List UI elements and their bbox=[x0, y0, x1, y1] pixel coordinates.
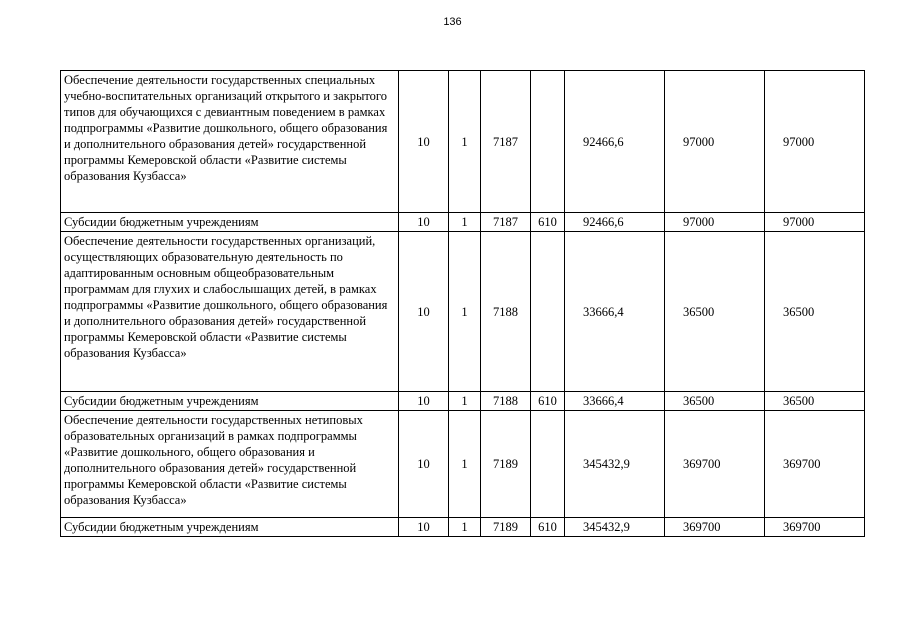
amount-year-3: 97000 bbox=[765, 213, 865, 232]
section-code: 10 bbox=[399, 411, 449, 518]
row-name: Обеспечение деятельности государственных нетиповых образовательных организаций в рамках подпрограммы «Развитие дошкольного, общего образования и дополнительного образования детей» государственной программы Кемеровской области «Развитие системы образования Кузбасса» bbox=[61, 411, 399, 518]
amount-year-3: 369700 bbox=[765, 411, 865, 518]
table-row bbox=[61, 392, 865, 411]
amount-year-2: 369700 bbox=[665, 518, 765, 537]
amount-year-3: 369700 bbox=[765, 518, 865, 537]
amount-year-1: 345432,9 bbox=[565, 518, 665, 537]
amount-year-3: 97000 bbox=[765, 71, 865, 213]
table-row bbox=[61, 213, 865, 232]
expense-type-code bbox=[531, 71, 565, 213]
budget-table bbox=[60, 70, 865, 537]
amount-year-2: 36500 bbox=[665, 232, 765, 392]
page-number: 136 bbox=[443, 16, 462, 28]
subsection-code: 1 bbox=[449, 213, 481, 232]
expense-type-code: 610 bbox=[531, 518, 565, 537]
subsection-code: 1 bbox=[449, 411, 481, 518]
section-code: 10 bbox=[399, 392, 449, 411]
amount-year-1: 33666,4 bbox=[565, 232, 665, 392]
amount-year-2: 36500 bbox=[665, 392, 765, 411]
target-code: 7188 bbox=[481, 232, 531, 392]
amount-year-3: 36500 bbox=[765, 232, 865, 392]
amount-year-1: 92466,6 bbox=[565, 213, 665, 232]
section-code: 10 bbox=[399, 232, 449, 392]
section-code: 10 bbox=[399, 71, 449, 213]
expense-type-code: 610 bbox=[531, 213, 565, 232]
table-row bbox=[61, 411, 865, 518]
table-row bbox=[61, 232, 865, 392]
row-name: Субсидии бюджетным учреждениям bbox=[61, 213, 399, 232]
expense-type-code bbox=[531, 232, 565, 392]
section-code: 10 bbox=[399, 518, 449, 537]
subsection-code: 1 bbox=[449, 518, 481, 537]
target-code: 7189 bbox=[481, 518, 531, 537]
amount-year-3: 36500 bbox=[765, 392, 865, 411]
subsection-code: 1 bbox=[449, 71, 481, 213]
row-name: Обеспечение деятельности государственных организаций, осуществляющих образовательную деятельность по адаптированным основным общеобразовательным программам для глухих и слабослышащих детей, в рамках подпрограммы «Развитие дошкольного, общего образования и дополнительного образования детей» государственной программы Кемеровской области «Развитие системы образования Кузбасса» bbox=[61, 232, 399, 392]
amount-year-1: 345432,9 bbox=[565, 411, 665, 518]
section-code: 10 bbox=[399, 213, 449, 232]
amount-year-1: 92466,6 bbox=[565, 71, 665, 213]
row-name: Обеспечение деятельности государственных специальных учебно-воспитательных организаций открытого и закрытого типов для обучающихся с девиантным поведением в рамках подпрограммы «Развитие дошкольного, общего образования и дополнительного образования детей» государственной программы Кемеровской области «Развитие системы образования Кузбасса» bbox=[61, 71, 399, 213]
amount-year-2: 369700 bbox=[665, 411, 765, 518]
target-code: 7189 bbox=[481, 411, 531, 518]
table-row bbox=[61, 71, 865, 213]
amount-year-2: 97000 bbox=[665, 213, 765, 232]
subsection-code: 1 bbox=[449, 392, 481, 411]
target-code: 7187 bbox=[481, 213, 531, 232]
amount-year-1: 33666,4 bbox=[565, 392, 665, 411]
row-name: Субсидии бюджетным учреждениям bbox=[61, 392, 399, 411]
target-code: 7188 bbox=[481, 392, 531, 411]
subsection-code: 1 bbox=[449, 232, 481, 392]
table-row bbox=[61, 518, 865, 537]
amount-year-2: 97000 bbox=[665, 71, 765, 213]
target-code: 7187 bbox=[481, 71, 531, 213]
expense-type-code bbox=[531, 411, 565, 518]
expense-type-code: 610 bbox=[531, 392, 565, 411]
row-name: Субсидии бюджетным учреждениям bbox=[61, 518, 399, 537]
